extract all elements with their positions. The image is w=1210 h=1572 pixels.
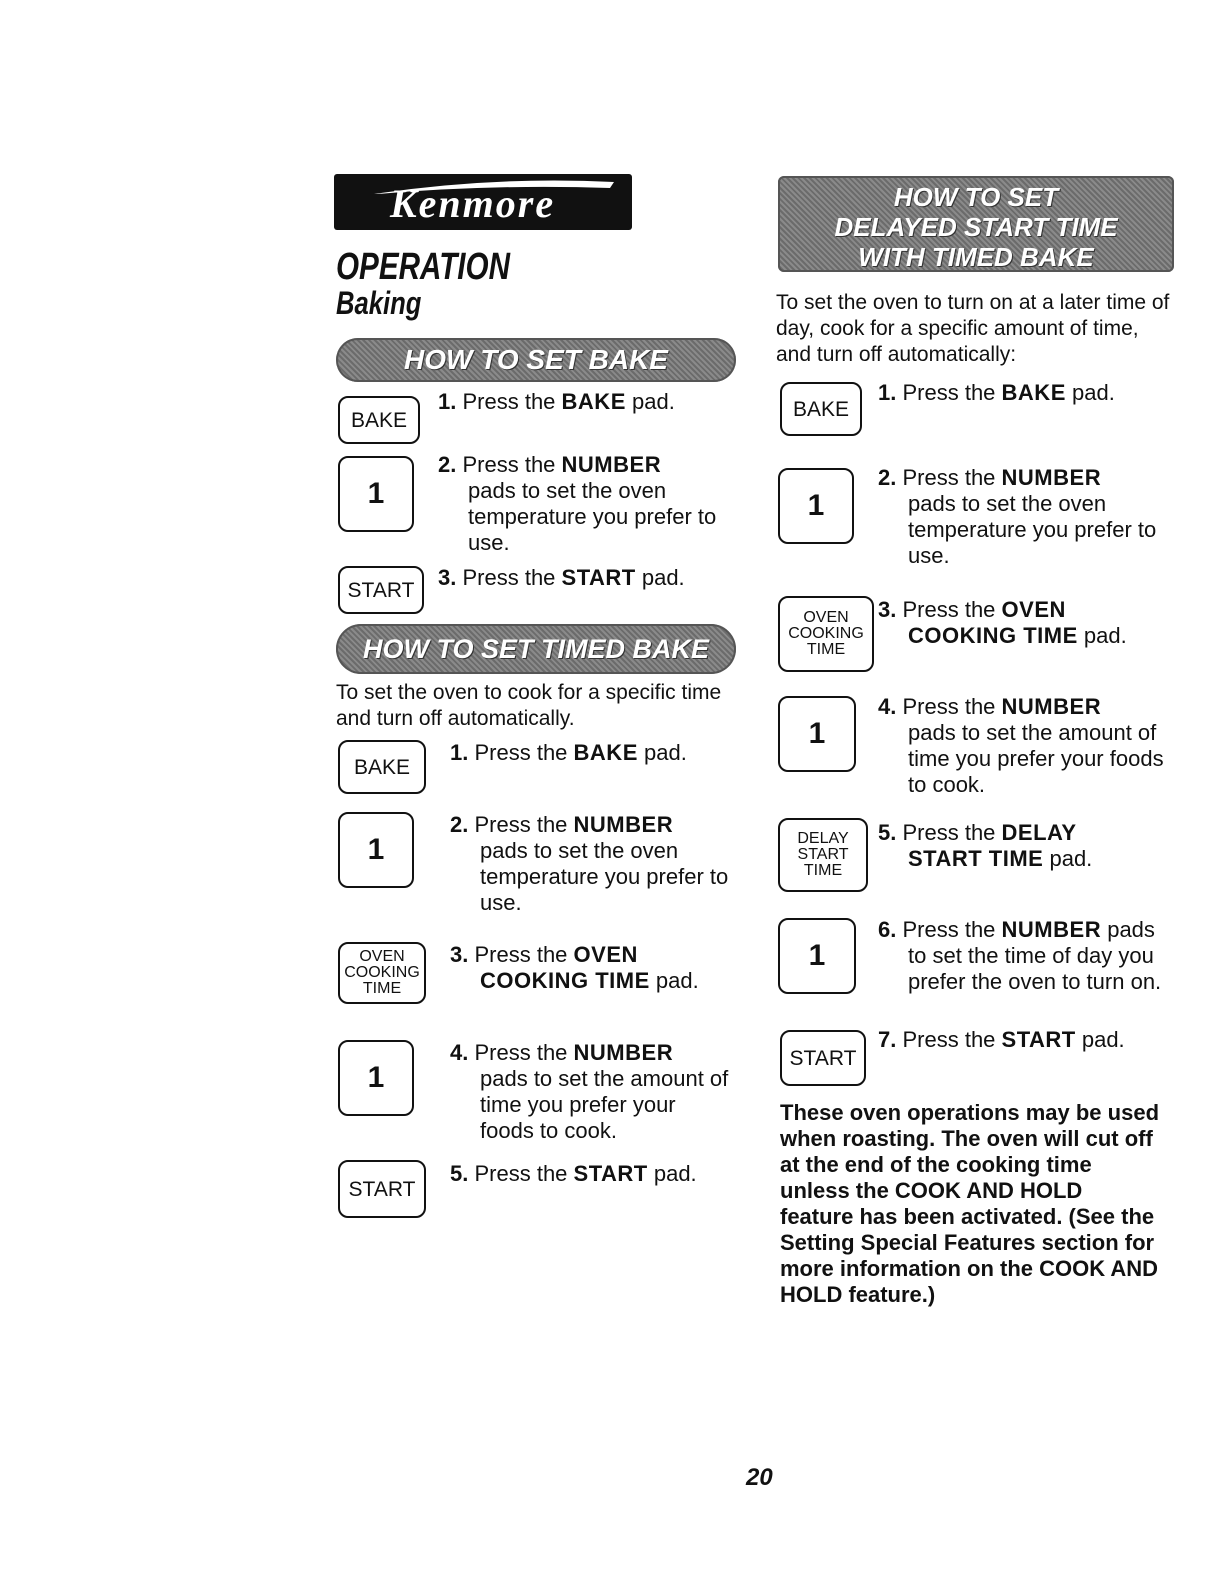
set-bake-step-3: 3. Press the START pad.	[438, 565, 685, 590]
delayed-step-3: 3. Press the OVEN COOKING TIME pad.	[878, 597, 1127, 648]
oven-cooking-time-pad[interactable]: OVEN COOKING TIME	[338, 942, 426, 1004]
timed-bake-step-1: 1. Press the BAKE pad.	[450, 740, 687, 765]
timed-bake-intro: To set the oven to cook for a specific time and turn off automatically.	[336, 681, 722, 730]
page-title: OPERATION	[336, 246, 511, 288]
bake-pad[interactable]: BAKE	[338, 740, 426, 794]
logo-text: Kenmore	[390, 181, 556, 226]
timed-bake-step-5: 5. Press the START pad.	[450, 1161, 697, 1186]
number-pad[interactable]: 1	[778, 696, 856, 772]
delayed-step-2: 2. Press the NUMBER pads to set the oven temperature you prefer to use.	[878, 465, 1157, 568]
delayed-step-6: 6. Press the NUMBER pads to set the time of day you prefer the oven to turn on.	[878, 917, 1162, 994]
roasting-note: These oven operations may be used when roasting. The oven will cut off at the end of the cooking time unless the COOK AND HOLD feature has been activated. (See the Setting Special Features section for more information on the COOK AND HOLD feature.)	[780, 1100, 1160, 1307]
page-subtitle: Baking	[336, 285, 422, 321]
start-pad[interactable]: START	[338, 566, 424, 614]
timed-bake-step-4: 4. Press the NUMBER pads to set the amount of time you prefer your foods to cook.	[450, 1040, 729, 1143]
delay-start-time-pad[interactable]: DELAY START TIME	[778, 818, 868, 892]
delayed-step-7: 7. Press the START pad.	[878, 1027, 1125, 1052]
delayed-step-5: 5. Press the DELAY START TIME pad.	[878, 820, 1093, 871]
timed-bake-step-2: 2. Press the NUMBER pads to set the oven temperature you prefer to use.	[450, 812, 729, 915]
set-bake-step-2: 2. Press the NUMBER pads to set the oven temperature you prefer to use.	[438, 452, 717, 555]
bake-pad[interactable]: BAKE	[338, 396, 420, 444]
delayed-start-intro: To set the oven to turn on at a later time of day, cook for a specific amount of time, and turn off automatically:	[776, 291, 1170, 366]
delayed-step-1: 1. Press the BAKE pad.	[878, 380, 1115, 405]
number-pad[interactable]: 1	[338, 456, 414, 532]
delayed-step-4: 4. Press the NUMBER pads to set the amount of time you prefer your foods to cook.	[878, 694, 1164, 797]
start-pad[interactable]: START	[780, 1030, 866, 1086]
bake-pad[interactable]: BAKE	[780, 382, 862, 436]
delayed-start-banner: HOW TO SET DELAYED START TIME WITH TIMED BAKE	[778, 176, 1174, 272]
number-pad[interactable]: 1	[338, 812, 414, 888]
oven-cooking-time-pad[interactable]: OVEN COOKING TIME	[778, 596, 874, 672]
number-pad[interactable]: 1	[778, 468, 854, 544]
start-pad[interactable]: START	[338, 1160, 426, 1218]
timed-bake-step-3: 3. Press the OVEN COOKING TIME pad.	[450, 942, 699, 993]
timed-bake-banner: HOW TO SET TIMED BAKE	[336, 624, 736, 674]
number-pad[interactable]: 1	[338, 1040, 414, 1116]
set-bake-step-1: 1. Press the BAKE pad.	[438, 389, 675, 414]
page-number: 20	[746, 1464, 773, 1491]
number-pad[interactable]: 1	[778, 918, 856, 994]
kenmore-logo	[334, 174, 632, 230]
set-bake-banner: HOW TO SET BAKE	[336, 338, 736, 382]
